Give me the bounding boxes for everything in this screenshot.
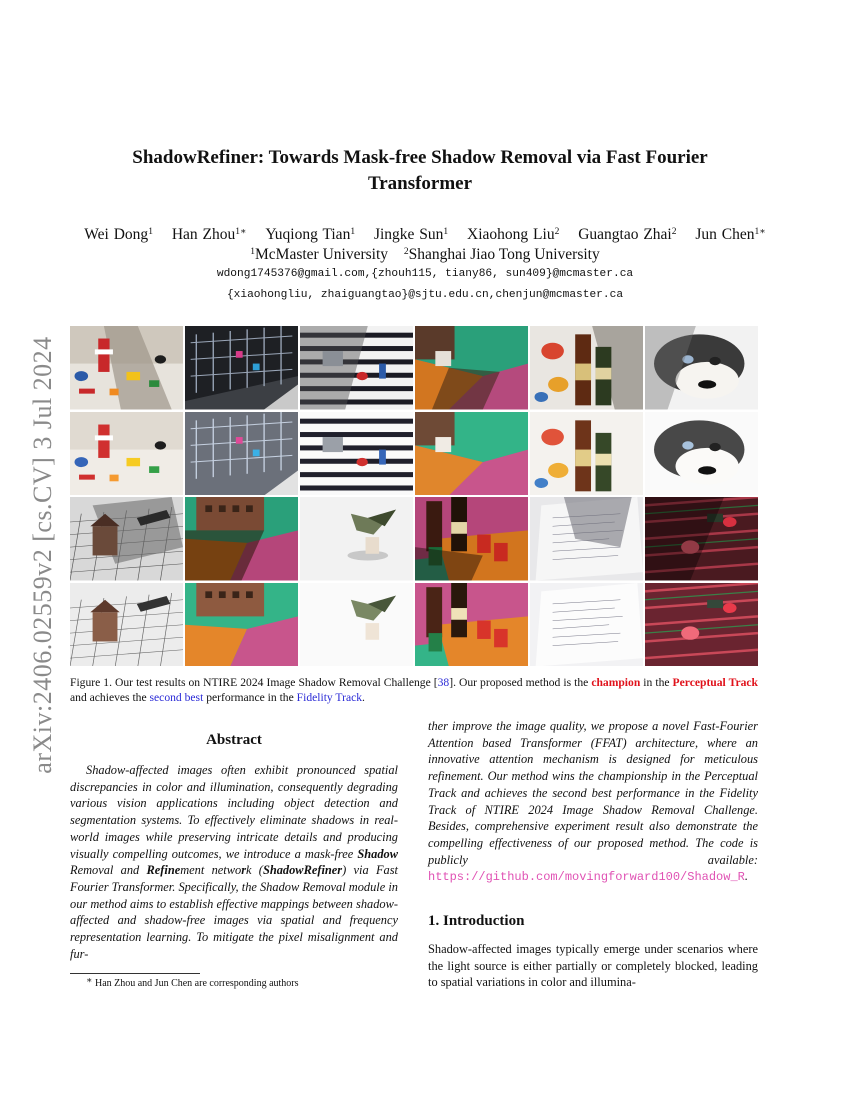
figure-image-toys-result <box>70 412 183 496</box>
email-line-1: wdong1745376@gmail.com,{zhouh115, tiany86, sun409}@mcmaster.ca <box>216 268 634 280</box>
affiliation-2: $^2$Shanghai Jiao Tong University <box>403 246 600 263</box>
footnote-divider <box>70 973 200 974</box>
citation-38-link[interactable]: 38 <box>437 676 450 689</box>
figure-image-bird-result <box>300 583 413 667</box>
figure-image-house-grid-result <box>70 583 183 667</box>
introduction-heading: 1. Introduction <box>428 913 525 930</box>
figure-image-bottles-result <box>530 412 643 496</box>
figure-image-flowers-shadow <box>645 497 758 581</box>
figure-image-building-shadow <box>185 497 298 581</box>
right-column <box>428 718 758 991</box>
introduction-paragraph: Shadow-affected images typically emerge under scenarios where the light source is either partially or completely blocked, leading to spatial variations in color and illumina- <box>428 942 758 990</box>
figure-image-stripes-result <box>300 412 413 496</box>
author-7: Jun Chen$^{1∗}$ <box>695 226 766 243</box>
figure-image-toys-shadow <box>70 326 183 410</box>
author-5: Xiaohong Liu$^2$ <box>467 226 560 243</box>
fidelity-track-highlight: Fidelity Track <box>296 691 363 704</box>
figure-image-cans-shadow <box>415 497 528 581</box>
figure-image-cloth-result <box>415 412 528 496</box>
code-repository-link[interactable]: https://github.com/movingforward100/Shadow_R <box>428 870 745 885</box>
figure-image-stripes-shadow <box>300 326 413 410</box>
author-6: Guangtao Zhai$^2$ <box>578 226 677 243</box>
figure-image-document-shadow <box>530 497 643 581</box>
figure-image-cans-result <box>415 583 528 667</box>
champion-highlight: champion <box>591 676 641 689</box>
figure-image-building-result <box>185 583 298 667</box>
figure-image-dog-shadow <box>645 326 758 410</box>
author-list <box>60 225 790 244</box>
second-best-highlight: second best <box>149 691 204 704</box>
figure-1-image-grid <box>70 326 758 666</box>
figure-image-cage-shadow <box>185 326 298 410</box>
figure-image-bird-shadow <box>300 497 413 581</box>
paper-title <box>80 145 760 197</box>
figure-image-document-result <box>530 583 643 667</box>
figure-image-house-grid-shadow <box>70 497 183 581</box>
abstract-paragraph-2: ther improve the image quality, we propose a novel Fast-Fourier Attention based Transformer (FFAT) architecture, where an innovative attention mechanism is designed for meticulous refinement. Our method wins the championship in the Perceptual Track and achieves the second best performance in the Fidelity Track of NTIRE 2024 Image Shadow Removal Challenge. Besides, comprehensive experiment result also demonstrate the compelling effectiveness of our proposed method. The code is publicly available: https://github.com/movingforward100/Shadow_R. <box>428 719 758 885</box>
perceptual-track-highlight: Perceptual Track <box>672 676 758 689</box>
figure-image-cage-result <box>185 412 298 496</box>
left-column <box>70 730 398 962</box>
title-line-2: Transformer <box>367 173 473 194</box>
title-line-1: ShadowRefiner: Towards Mask-free Shadow Removal via Fast Fourier <box>132 147 708 168</box>
affiliations <box>60 245 790 264</box>
figure-image-dog-result <box>645 412 758 496</box>
figure-image-cloth-shadow <box>415 326 528 410</box>
author-4: Jingke Sun$^1$ <box>373 226 449 243</box>
author-3: Yuqiong Tian$^1$ <box>265 226 356 243</box>
abstract-paragraph-1: Shadow-affected images often exhibit pronounced spatial discrepancies in color and illumination, consequently degrading various vision applications including object detection and segmentation systems. To effectively eliminate shadows in real-world images while preserving intricate details and producing visually compelling outcomes, we introduce a mask-free Shadow Removal and Refinement network (ShadowRefiner) via Fast Fourier Transformer. Specifically, the Shadow Removal module in our method aims to establish effective mappings between shadow-affected and shadow-free images via spatial and frequency representation learning. To mitigate the pixel misalignment and fur- <box>70 763 398 961</box>
author-1: Wei Dong$^1$ <box>84 226 153 243</box>
figure-1-caption: Figure 1. Our test results on NTIRE 2024 Image Shadow Removal Challenge [38]. Our proposed method is the champion in the Perceptual Track and achieves the second best performance in the Fidelity Track. <box>70 676 758 704</box>
email-line-2: {xiaohongliu, zhaiguangtao}@sjtu.edu.cn,chenjun@mcmaster.ca <box>226 289 624 301</box>
footnote: ∗ Han Zhou and Jun Chen are corresponding authors <box>86 976 299 989</box>
affiliation-1: $^1$McMaster University <box>250 246 389 263</box>
author-2: Han Zhou$^{1∗}$ <box>171 226 247 243</box>
arxiv-stamp: arXiv:2406.02559v2 [cs.CV] 3 Jul 2024 <box>28 336 57 774</box>
figure-image-flowers-result <box>645 583 758 667</box>
abstract-heading: Abstract <box>206 732 262 748</box>
figure-image-bottles-shadow <box>530 326 643 410</box>
